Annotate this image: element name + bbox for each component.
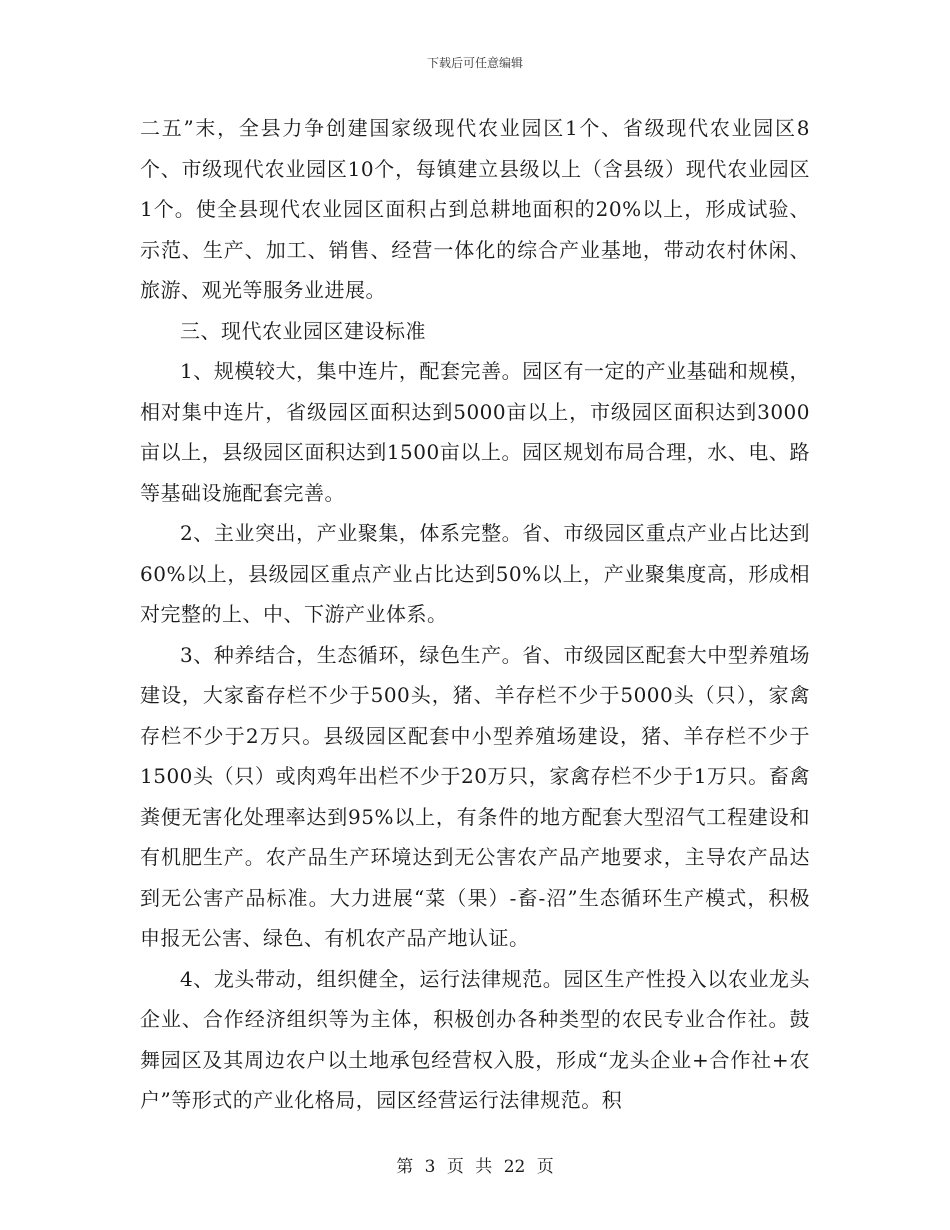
paragraph-standard-1: 1、规模较大，集中连片，配套完善。园区有一定的产业基础和规模，相对集中连片，省级园区面积达到5000亩以上，市级园区面积达到3000亩以上，县级园区面积达到1500亩以上。园区规划布局合理，水、电、路等基础设施配套完善。 xyxy=(140,359,810,505)
document-body xyxy=(140,108,810,1121)
header-note: 下载后可任意编辑 xyxy=(426,56,523,70)
paragraph-standard-3: 3、种养结合，生态循环，绿色生产。省、市级园区配套大中型养殖场建设，大家畜存栏不少于500头，猪、羊存栏不少于5000头（只），家禽存栏不少于2万只。县级园区配套中小型养殖场建设，猪、羊存栏不少于1500头（只）或肉鸡年出栏不少于20万只，家禽存栏不少于1万只。畜禽粪便无害化处理率达到95%以上，有条件的地方配套大型沼气工程建设和有机肥生产。农产品生产环境达到无公害农产品产地要求，主导农产品达到无公害产品标准。大力进展“菜（果）-畜-沼”生态循环生产模式，积极申报无公害、绿色、有机农产品产地认证。 xyxy=(140,642,810,950)
paragraph-continuation: 二五”末，全县力争创建国家级现代农业园区1个、省级现代农业园区8个、市级现代农业园区10个，每镇建立县级以上（含县级）现代农业园区1个。使全县现代农业园区面积占到总耕地面积的20%以上，形成试验、示范、生产、加工、销售、经营一体化的综合产业基地，带动农村休闲、旅游、观光等服务业进展。 xyxy=(140,116,810,302)
paragraph-standard-4: 4、龙头带动，组织健全，运行法律规范。园区生产性投入以农业龙头企业、合作经济组织等为主体，积极创办各种类型的农民专业合作社。鼓舞园区及其周边农户以土地承包经营权入股，形成“龙头企业+合作社+农户”等形式的产业化格局，园区经营运行法律规范。积 xyxy=(140,966,810,1112)
page-number: 第 3 页 共 22 页 xyxy=(396,1157,554,1177)
paragraph-standard-2: 2、主业突出，产业聚集，体系完整。省、市级园区重点产业占比达到60%以上，县级园区重点产业占比达到50%以上，产业聚集度高，形成相对完整的上、中、下游产业体系。 xyxy=(140,521,810,626)
section-heading: 三、现代农业园区建设标准 xyxy=(180,318,426,343)
